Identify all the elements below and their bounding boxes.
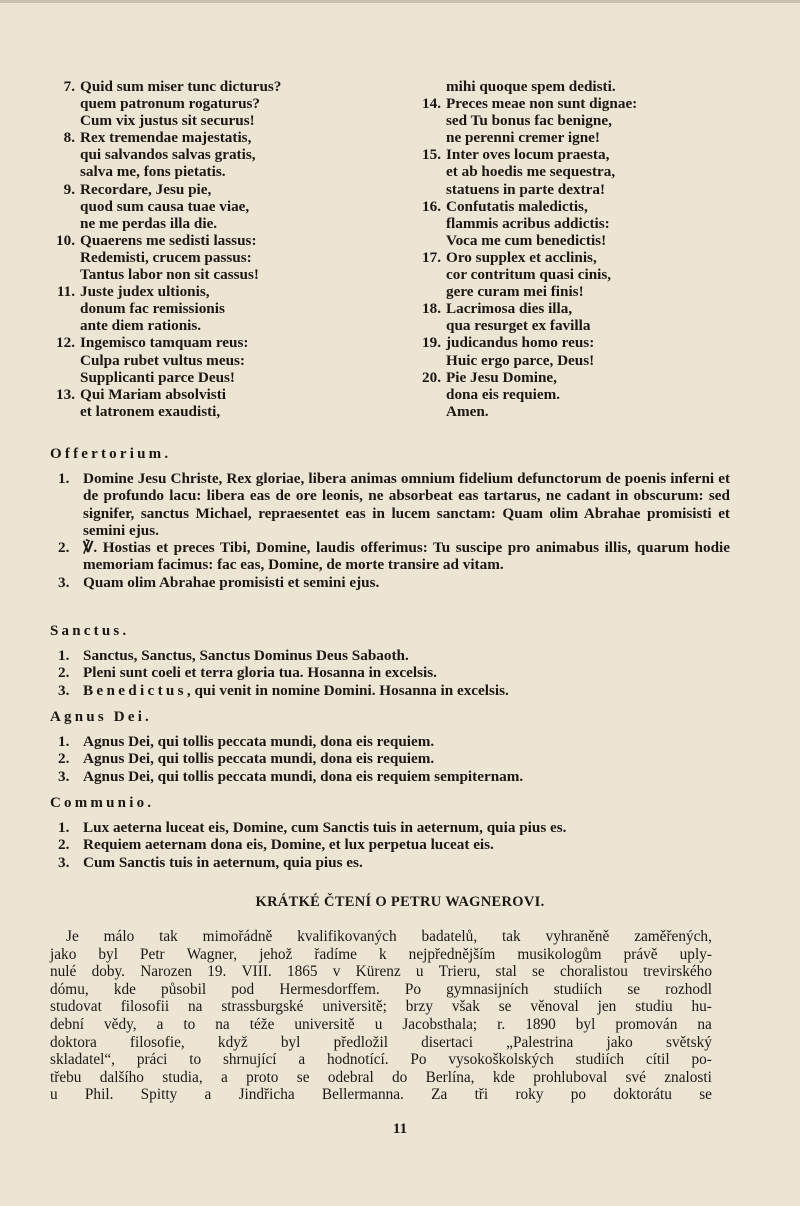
article-line: u Phil. Spitty a Jindřicha Bellermanna. Za tři roky po doktorátu se — [50, 1086, 712, 1104]
offertorium-item — [50, 470, 730, 539]
verse-number: 17. — [422, 248, 441, 266]
verse-lines — [80, 232, 259, 283]
sanctus-item — [50, 682, 730, 699]
article-body — [50, 928, 712, 1104]
item-text — [83, 647, 730, 664]
verse-line: salva me, fons pietatis. — [80, 163, 226, 181]
verse-lines — [80, 334, 248, 385]
article-line: skladatel“, práci to shrnující a hodnotící. Po vysokoškolských studiích cítil po- — [50, 1051, 712, 1069]
verse-lines — [446, 369, 560, 420]
item-text — [83, 733, 730, 750]
verse-number: 12. — [56, 334, 75, 352]
spaced-word: Benedictus — [83, 681, 187, 699]
verse-line: Recordare, Jesu pie, — [80, 180, 212, 198]
agnus-item — [50, 733, 730, 750]
verse — [50, 386, 380, 420]
item-text-body: Cum Sanctis tuis in aeternum, quia pius es. — [83, 853, 363, 871]
item-number: 3. — [58, 767, 70, 785]
offertorium-list — [50, 470, 730, 591]
verse-lines — [446, 78, 616, 95]
verse — [416, 249, 716, 300]
verse-number: 9. — [63, 180, 75, 198]
item-text-body: , qui venit in nomine Domini. Hosanna in excelsis. — [186, 681, 509, 699]
verse — [50, 181, 380, 232]
verse-lines — [446, 146, 615, 197]
item-text — [83, 470, 730, 539]
item-text-body: Pleni sunt coeli et terra gloria tua. Hosanna in excelsis. — [83, 664, 437, 682]
verse — [416, 334, 716, 368]
item-text-body: Requiem aeternam dona eis, Domine, et lux perpetua luceat eis. — [83, 836, 494, 854]
verse-line: Cum vix justus sit securus! — [80, 112, 255, 130]
sanctus-section — [50, 623, 730, 699]
item-number: 3. — [58, 573, 70, 591]
verse-lines — [80, 181, 249, 232]
offertorium-section — [50, 446, 730, 591]
item-number: 3. — [58, 681, 70, 699]
verse-line: Rex tremendae majestatis, — [80, 129, 252, 147]
verse-number: 8. — [63, 129, 75, 147]
verse-line: Inter oves locum praesta, — [446, 146, 610, 164]
verse-line: sed Tu bonus fac benigne, — [446, 112, 612, 130]
item-number: 1. — [58, 470, 70, 487]
item-text-body: Agnus Dei, qui tollis peccata mundi, dona eis requiem. — [83, 750, 435, 768]
verse-line: ne perenni cremer igne! — [446, 129, 600, 147]
verse-line: Voca me cum benedictis! — [446, 231, 607, 249]
verse-line: Juste judex ultionis, — [80, 283, 210, 301]
page-number: 11 — [392, 1121, 408, 1137]
top-edge-line — [0, 0, 800, 3]
article-line: nulé doby. Narozen 19. VIII. 1865 v Kürenz u Trieru, stal se choralistou trevirského — [50, 963, 712, 981]
verse-line: Redemisti, crucem passus: — [80, 248, 252, 266]
sanctus-item — [50, 647, 730, 664]
item-number: 3. — [58, 853, 70, 871]
verse — [50, 78, 380, 129]
verse-line: statuens in parte dextra! — [446, 180, 606, 198]
agnus-section — [50, 709, 730, 785]
verse-lines — [80, 129, 256, 180]
sanctus-item — [50, 664, 730, 681]
item-text-body: Lux aeterna luceat eis, Domine, cum Sanctis tuis in aeternum, quia pius es. — [83, 819, 567, 836]
verse-lines — [446, 95, 637, 146]
offertorium-item — [50, 539, 730, 574]
article-line: dómu, kde působil pod Hermesdorffem. Po gymnasijních studiích se rozhodl — [50, 980, 712, 998]
offertorium-item — [50, 574, 730, 591]
item-text — [83, 682, 730, 699]
sequence-right-column — [416, 78, 716, 420]
item-text — [83, 574, 730, 591]
article-line: dební vědy, a to na téže universitě u Jacobsthala; r. 1890 byl promován na — [50, 1015, 712, 1033]
verse-number: 18. — [422, 300, 441, 318]
verse — [50, 283, 380, 334]
verse-number: 13. — [56, 385, 75, 403]
verse-line: Tantus labor non sit cassus! — [80, 266, 259, 284]
verse-number: 7. — [63, 78, 75, 95]
verse-lines — [446, 300, 590, 334]
verse-line: Culpa rubet vultus meus: — [80, 351, 245, 369]
verse-number: 15. — [422, 146, 441, 164]
verse-line: flammis acribus addictis: — [446, 214, 610, 232]
verse-lines — [80, 386, 226, 420]
verse-line: ante diem rationis. — [80, 317, 202, 335]
verse-line: Quid sum miser tunc dicturus? — [80, 78, 282, 95]
communio-list — [50, 819, 730, 871]
verse — [50, 334, 380, 385]
verse-line: dona eis requiem. — [446, 385, 561, 403]
item-text — [83, 836, 730, 853]
verse-line: Pie Jesu Domine, — [446, 368, 557, 386]
verse-number: 16. — [422, 197, 441, 215]
sequence-left-column — [50, 78, 380, 420]
article-line: Je málo tak mimořádně kvalifikovaných badatelů, tak vyhraněně zaměřených, — [66, 928, 712, 945]
item-number: 2. — [58, 836, 70, 854]
sanctus-list — [50, 647, 730, 699]
verse-line: Lacrimosa dies illa, — [446, 300, 573, 318]
item-text — [83, 664, 730, 681]
verse-line: Ingemisco tamquam reus: — [80, 334, 249, 352]
verse-line: Quaerens me sedisti lassus: — [80, 231, 257, 249]
verse-line: Amen. — [446, 402, 489, 420]
item-text-body: Agnus Dei, qui tollis peccata mundi, dona eis requiem. — [83, 733, 435, 750]
article-line: jako byl Petr Wagner, jehož řadíme k nejpřednějším musikologům právě uply- — [50, 945, 712, 963]
agnus-item — [50, 750, 730, 767]
verse-line: ne me perdas illa die. — [80, 214, 218, 232]
agnus-list — [50, 733, 730, 785]
verse-line: Preces meae non sunt dignae: — [446, 95, 638, 113]
sanctus-title: Sanctus. — [50, 623, 130, 639]
item-number: 1. — [58, 733, 70, 750]
agnus-title: Agnus Dei. — [50, 709, 153, 725]
agnus-item — [50, 768, 730, 785]
verse — [416, 369, 716, 420]
item-text — [83, 819, 730, 836]
article-line: studovat filosofii na strassburgské universitě; brzy však se věnoval jen studiu hu- — [50, 998, 712, 1016]
communio-section — [50, 795, 730, 871]
verse-line: quem patronum rogaturus? — [80, 95, 261, 113]
item-text — [83, 750, 730, 767]
item-text — [83, 854, 730, 871]
verse — [416, 95, 716, 146]
verse-line: Oro supplex et acclinis, — [446, 248, 597, 266]
communio-item — [50, 836, 730, 853]
verse-line: judicandus homo reus: — [446, 334, 595, 352]
item-text-body: Domine Jesu Christe, Rex gloriae, libera animas omnium fidelium defunctorum de poenis inferni et de profundo lacu: libera eas de ore leonis, ne absorbeat eas tartarus, ne cadant in obscurum: sed signifer, sanctus Michael, repraesentet eas in lucem sanctam: Quam olim Abrahae promisisti et semini ejus. — [83, 470, 730, 539]
item-text-body: Agnus Dei, qui tollis peccata mundi, dona eis requiem sempiternam. — [83, 767, 524, 785]
communio-item — [50, 819, 730, 836]
item-text-body: Sanctus, Sanctus, Sanctus Dominus Deus Sabaoth. — [83, 647, 409, 664]
verse-line: Qui Mariam absolvisti — [80, 385, 226, 403]
verse-line: gere curam mei finis! — [446, 283, 584, 301]
verse — [416, 146, 716, 197]
verse-number — [416, 78, 446, 95]
item-text-body: Quam olim Abrahae promisisti et semini ejus. — [83, 573, 380, 591]
item-text — [83, 539, 730, 574]
offertorium-title: Offertorium. — [50, 446, 172, 462]
article-line: třebu dalšího studia, a proto se odebral do Berlína, kde prohluboval své znalosti — [50, 1068, 712, 1086]
verse-lines — [80, 283, 225, 334]
article-heading: KRÁTKÉ ČTENÍ O PETRU WAGNEROVI. — [255, 894, 545, 910]
verse-line: cor contritum quasi cinis, — [446, 266, 612, 284]
item-number: 2. — [58, 750, 70, 768]
item-number: 2. — [58, 664, 70, 682]
communio-item — [50, 854, 730, 871]
verse-line: qui salvandos salvas gratis, — [80, 146, 256, 164]
verse-line: Confutatis maledictis, — [446, 197, 588, 215]
verse-number: 10. — [56, 231, 75, 249]
verse — [416, 198, 716, 249]
item-number: 2. — [58, 539, 70, 557]
verse-line: qua resurget ex favilla — [446, 317, 591, 335]
verse — [416, 300, 716, 334]
verse-line: Supplicanti parce Deus! — [80, 368, 235, 386]
verse-number: 20. — [422, 368, 441, 386]
item-text — [83, 768, 730, 785]
verse-number: 19. — [422, 334, 441, 352]
verse-line: quod sum causa tuae viae, — [80, 197, 250, 215]
verse-lines — [80, 78, 281, 129]
verse — [50, 232, 380, 283]
item-text-body: ℣. Hostias et preces Tibi, Domine, laudis offerimus: Tu suscipe pro animabus illis, quarum hodie memoriam facimus: fac eas, Domine, de morte transire ad vitam. — [83, 539, 730, 574]
verse-line: et latronem exaudisti, — [80, 402, 221, 420]
verse-lines — [446, 249, 611, 300]
article-line: doktora filosofie, když byl předložil disertaci „Palestrina jako světský — [50, 1033, 712, 1051]
verse — [50, 129, 380, 180]
verse — [416, 78, 716, 95]
verse-line: donum fac remissionis — [80, 300, 225, 318]
communio-title: Communio. — [50, 795, 155, 811]
item-number: 1. — [58, 647, 70, 664]
verse-lines — [446, 198, 610, 249]
verse-line: et ab hoedis me sequestra, — [446, 163, 616, 181]
verse-number: 14. — [422, 95, 441, 113]
verse-line: mihi quoque spem dedisti. — [446, 78, 616, 95]
verse-lines — [446, 334, 594, 368]
verse-number: 11. — [56, 283, 75, 301]
verse-line: Huic ergo parce, Deus! — [446, 351, 595, 369]
item-number: 1. — [58, 819, 70, 836]
